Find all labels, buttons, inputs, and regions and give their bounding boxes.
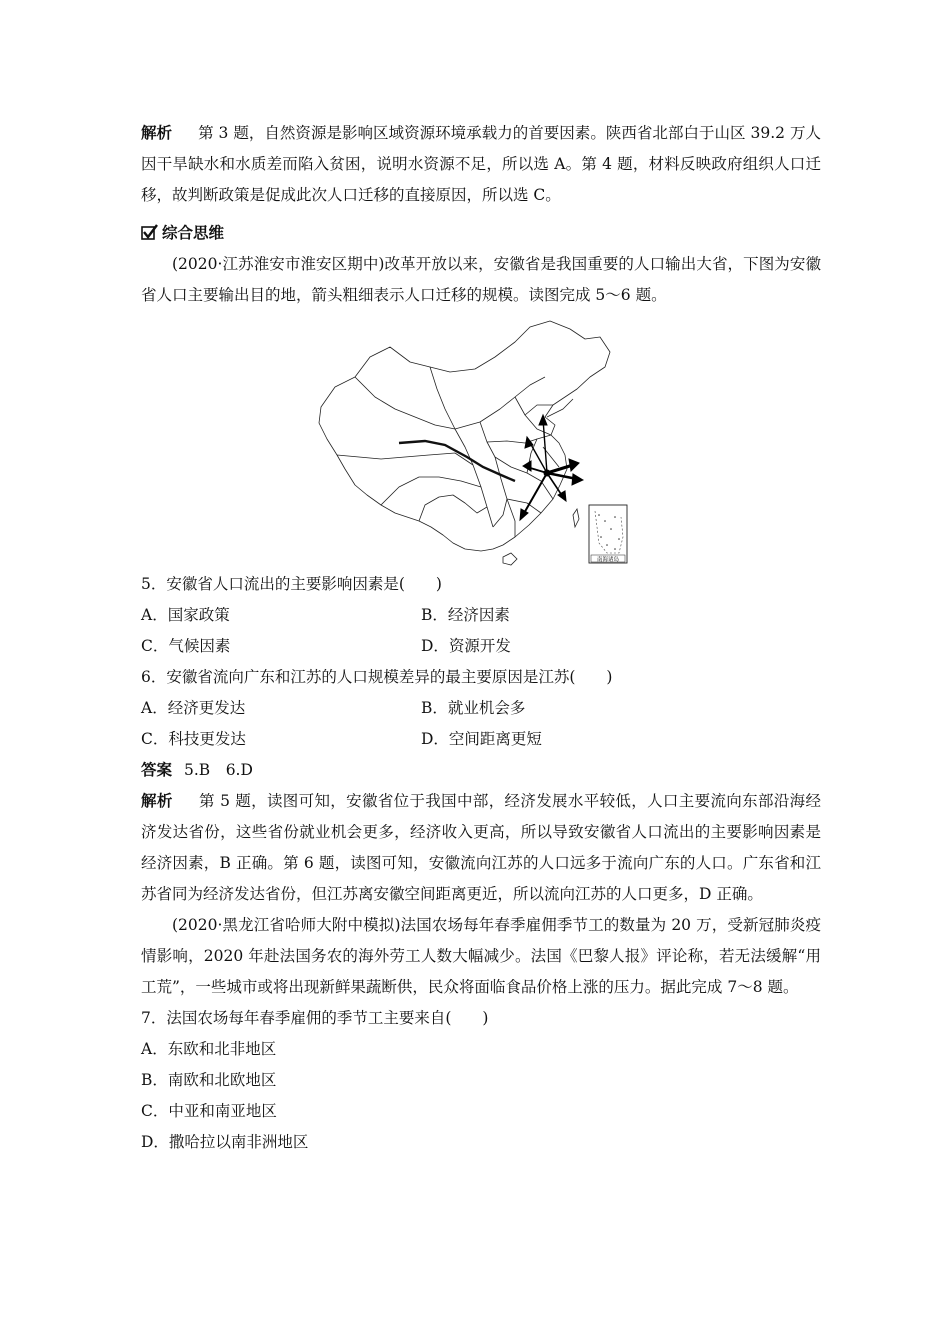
intro-5-6: (2020·江苏淮安市淮安区期中)改革开放以来，安徽省是我国重要的人口输出大省，下图为安徽省人口主要输出目的地，箭头粗细表示人口迁移的规模。读图完成 5～6 题。 xyxy=(141,255,821,304)
inset-label: 南海诸岛 xyxy=(596,557,620,563)
document-page xyxy=(141,118,821,1158)
question-6-options-row1 xyxy=(141,693,821,724)
answer-label: 答案 xyxy=(141,761,173,779)
q6-option-a: A．经济更发达 xyxy=(141,699,246,717)
q5-option-a: A．国家政策 xyxy=(141,606,230,624)
china-migration-map xyxy=(315,317,635,569)
checkbox-check-icon xyxy=(141,224,158,241)
china-outline xyxy=(319,321,610,551)
question-5-options-row2 xyxy=(141,631,821,662)
question-5: 5．安徽省人口流出的主要影响因素是( ) xyxy=(141,575,442,593)
analysis-5-6 xyxy=(141,786,821,910)
south-china-sea-inset xyxy=(589,505,627,563)
q7-option-a: A．东欧和北非地区 xyxy=(141,1040,277,1058)
q6-option-b: B．就业机会多 xyxy=(421,699,526,717)
q6-option-d: D．空间距离更短 xyxy=(421,730,542,748)
q7-option-c: C．中亚和南亚地区 xyxy=(141,1102,277,1120)
section-header xyxy=(141,215,821,249)
hainan-island xyxy=(503,553,517,565)
q5-option-b: B．经济因素 xyxy=(421,606,510,624)
question-7: 7．法国农场每年春季雇佣的季节工主要来自( ) xyxy=(141,1009,489,1027)
answer-text: 5.B 6.D xyxy=(184,761,253,779)
q7-option-d: D．撒哈拉以南非洲地区 xyxy=(141,1133,309,1151)
section-title: 综合思维 xyxy=(162,224,225,242)
answer-5-6 xyxy=(141,755,821,786)
question-6-options-row2 xyxy=(141,724,821,755)
taiwan-island xyxy=(573,509,579,527)
q5-option-c: C．气候因素 xyxy=(141,637,231,655)
intro-7-8: (2020·黑龙江省哈师大附中模拟)法国农场每年春季雇佣季节工的数量为 20 万，受新冠肺炎疫情影响，2020 年赴法国务农的海外劳工人数大幅减少。法国《巴黎人报》评论称，若无法缓解“用工荒”，一些城市或将出现新鲜果蔬断供，民众将面临食品价格上涨的压力。据此完成 7～8 题。 xyxy=(141,916,821,996)
analysis-text: 第 5 题，读图可知，安徽省位于我国中部，经济发展水平较低，人口主要流向东部沿海经济发达省份，这些省份就业机会更多，经济收入更高，所以导致安徽省人口流出的主要影响因素是经济因素，B 正确。第 6 题，读图可知，安徽流向江苏的人口远多于流向广东的人口。广东省和江苏省同为经济发达省份，但江苏离安徽空间距离更近，所以流向江苏的人口更多，D 正确。 xyxy=(141,792,821,903)
q7-option-b: B．南欧和北欧地区 xyxy=(141,1071,277,1089)
analysis-label: 解析 xyxy=(141,124,173,142)
q5-option-d: D．资源开发 xyxy=(421,637,511,655)
question-6: 6．安徽省流向广东和江苏的人口规模差异的最主要原因是江苏( ) xyxy=(141,668,613,686)
analysis-text: 第 3 题，自然资源是影响区域资源环境承载力的首要因素。陕西省北部白于山区 39.2 万人因干旱缺水和水质差而陷入贫困，说明水资源不足，所以选 A。第 4 题，材料反映政府组织人口迁移，故判断政策是促成此次人口迁移的直接原因，所以选 C。 xyxy=(141,124,821,204)
q6-option-c: C．科技更发达 xyxy=(141,730,246,748)
question-5-options-row1 xyxy=(141,600,821,631)
analysis-3-4 xyxy=(141,118,821,211)
analysis-label: 解析 xyxy=(141,792,173,810)
